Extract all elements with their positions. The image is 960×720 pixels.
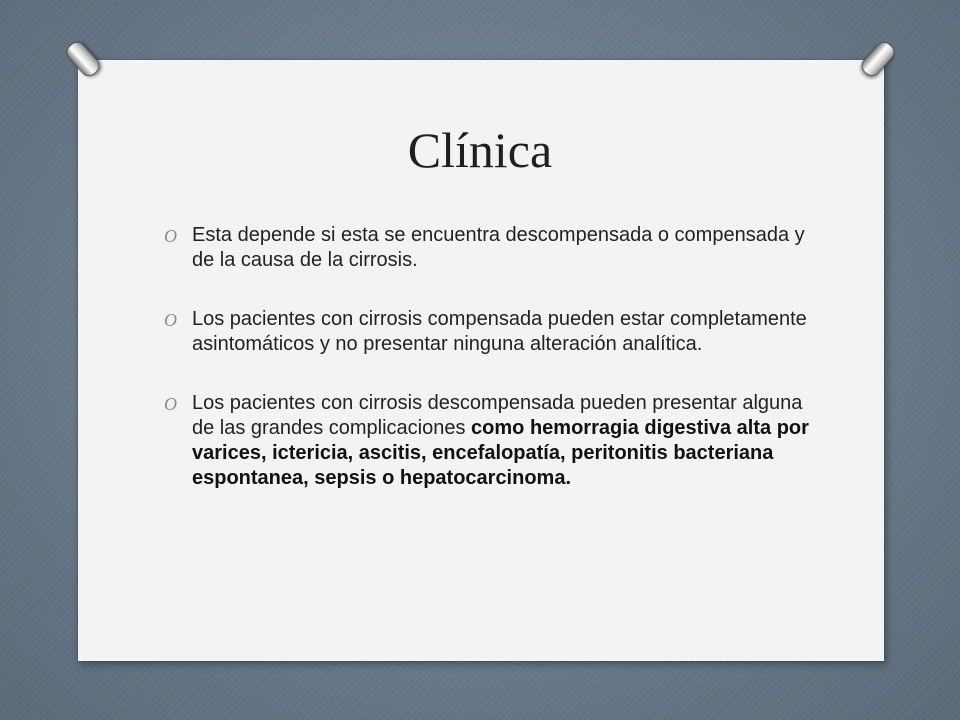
bullet-item-2 [160,307,810,357]
bullet-marker-icon: O [164,310,177,330]
bullet-text-emphasis: como hemorragia digestiva alta por varices, ictericia, ascitis, encefalopatía, peritonitis bacteriana espontanea, sepsis o hepatocarcinoma. [192,417,809,489]
bullet-list [160,223,810,525]
bullet-marker-icon: O [164,394,177,414]
bullet-item-1 [160,223,810,273]
bullet-text: Los pacientes con cirrosis descompensada pueden presentar alguna de las grandes complicaciones [192,392,803,439]
bullet-marker-icon: O [164,226,177,246]
bullet-text: Esta depende si esta se encuentra descompensada o compensada y de la causa de la cirrosis. [192,224,805,271]
bullet-item-3 [160,391,810,491]
bullet-text: Los pacientes con cirrosis compensada pueden estar completamente asintomáticos y no presentar ninguna alteración analítica. [192,308,807,355]
slide-title: Clínica [407,122,553,178]
